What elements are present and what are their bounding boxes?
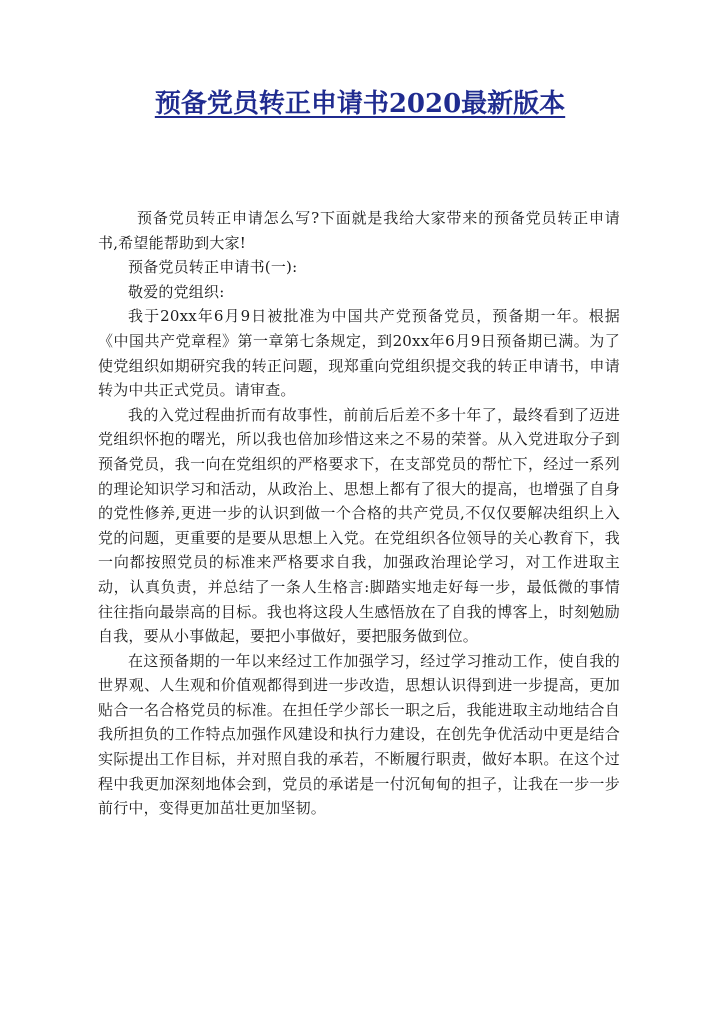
document-body: [98, 206, 620, 821]
document-title: [0, 84, 720, 124]
body-paragraph: 我于20xx年6月9日被批准为中国共产党预备党员，预备期一年。根据《中国共产党章程》第一章第七条规定，到20xx年6月9日预备期已满。为了使党组织如期研究我的转正问题，现郑重向党组织提交我的转正申请书，申请转为中共正式党员。请审查。: [98, 307, 620, 400]
salutation: 敬爱的党组织:: [128, 282, 225, 301]
intro-paragraph: 预备党员转正申请怎么写?下面就是我给大家带来的预备党员转正申请书,希望能帮助到大家!: [98, 209, 620, 252]
body-paragraph: 在这预备期的一年以来经过工作加强学习，经过学习推动工作，使自我的世界观、人生观和价值观都得到进一步改造，思想认识得到进一步提高，更加贴合一名合格党员的标准。在担任学少部长一职之后，我能进取主动地结合自我所担负的工作特点加强作风建设和执行力建设，在创先争优活动中更是结合实际提出工作目标，并对照自我的承若，不断履行职责，做好本职。在这个过程中我更加深刻地体会到，党员的承诺是一付沉甸甸的担子，让我在一步一步前行中，变得更加茁壮更加坚韧。: [98, 651, 620, 818]
body-paragraph: 我的入党过程曲折而有故事性，前前后后差不多十年了，最终看到了迈进党组织怀抱的曙光，所以我也倍加珍惜这来之不易的荣誉。从入党进取分子到预备党员，我一向在党组织的严格要求下，在支部党员的帮忙下，经过一系列的理论知识学习和活动，从政治上、思想上都有了很大的提高，也增强了自身的党性修养,更进一步的认识到做一个合格的共产党员,不仅仅要解决组织上入党的问题，更重要的是要从思想上入党。在党组织各位领导的关心教育下，我一向都按照党员的标准来严格要求自我，加强政治理论学习，对工作进取主动，认真负责，并总结了一条人生格言:脚踏实地走好每一步，最低微的事情往往指向最崇高的目标。我也将这段人生感悟放在了自我的博客上，时刻勉励自我，要从小事做起，要把小事做好，要把服务做到位。: [98, 405, 620, 646]
section-heading: 预备党员转正申请书(一):: [128, 258, 298, 277]
document-title-text: 预备党员转正申请书2020最新版本: [154, 89, 566, 119]
